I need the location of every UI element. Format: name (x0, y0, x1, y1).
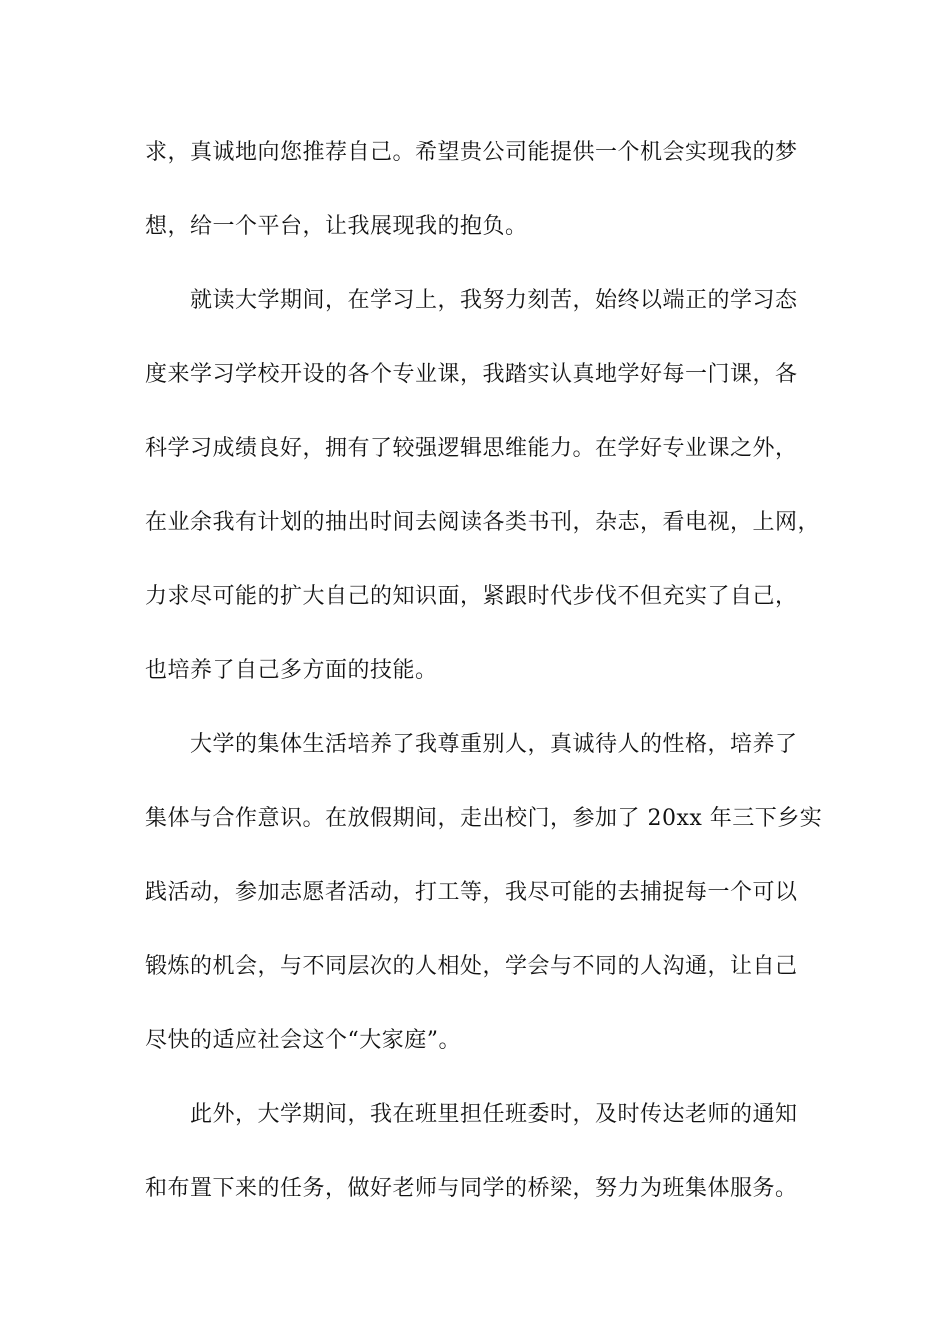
text-line: 锻炼的机会，与不同层次的人相处，学会与不同的人沟通，让自己 (145, 954, 798, 979)
text-line: 科学习成绩良好，拥有了较强逻辑思维能力。在学好专业课之外， (145, 436, 798, 461)
text-line: 和布置下来的任务，做好老师与同学的桥梁，努力为班集体服务。 (145, 1176, 798, 1201)
text-line: 也培养了自己多方面的技能。 (145, 658, 438, 683)
paragraph-first-line: 就读大学期间，在学习上，我努力刻苦，始终以端正的学习态 (190, 288, 798, 313)
text-line: 力求尽可能的扩大自己的知识面，紧跟时代步伐不但充实了自己， (145, 584, 798, 609)
paragraph-first-line: 此外，大学期间，我在班里担任班委时，及时传达老师的通知 (190, 1102, 798, 1127)
text-line: 想，给一个平台，让我展现我的抱负。 (145, 214, 528, 239)
paragraph-first-line: 大学的集体生活培养了我尊重别人，真诚待人的性格，培养了 (190, 732, 798, 757)
text-line: 尽快的适应社会这个“大家庭”。 (145, 1028, 461, 1053)
text-line: 求，真诚地向您推荐自己。希望贵公司能提供一个机会实现我的梦 (145, 140, 798, 165)
text-line: 践活动，参加志愿者活动，打工等，我尽可能的去捕捉每一个可以 (145, 880, 798, 905)
text-line: 度来学习学校开设的各个专业课，我踏实认真地学好每一门课，各 (145, 362, 798, 387)
text-line: 集体与合作意识。在放假期间，走出校门，参加了 20xx 年三下乡实 (145, 806, 823, 831)
text-line: 在业余我有计划的抽出时间去阅读各类书刊，杂志，看电视，上网， (145, 510, 821, 535)
